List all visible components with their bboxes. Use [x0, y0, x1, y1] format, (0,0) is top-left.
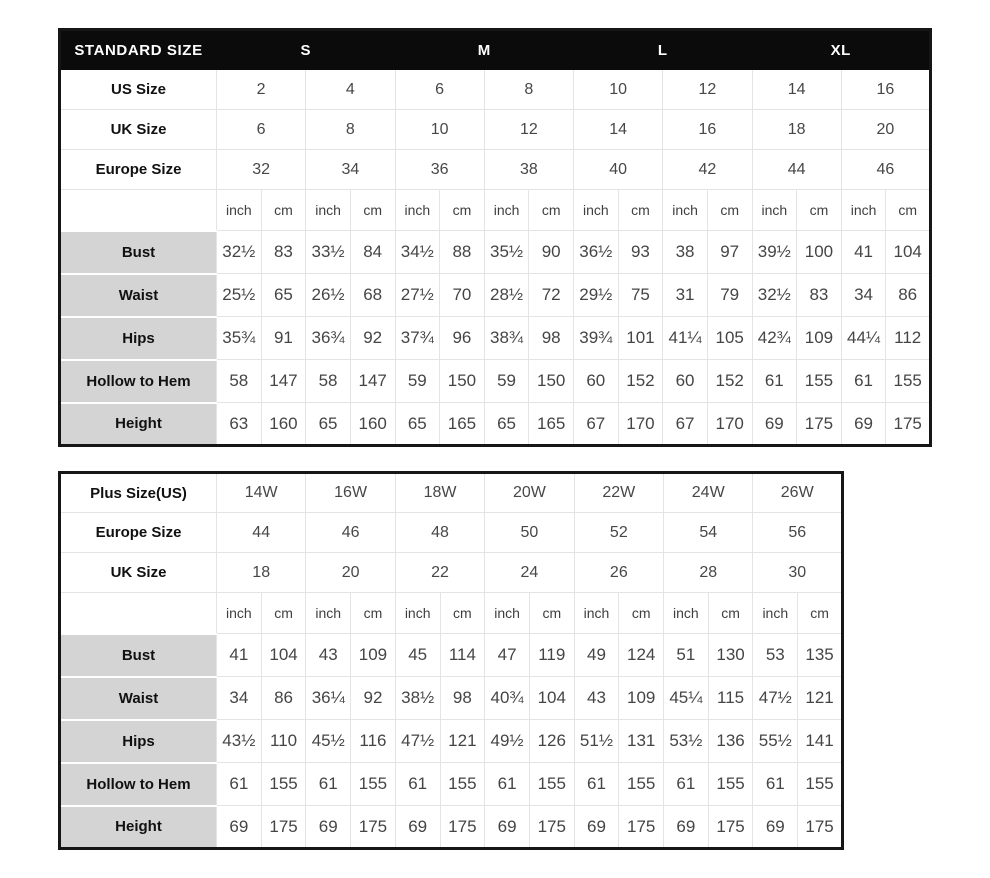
size-value: 50: [485, 513, 574, 553]
measure-value: 109: [619, 677, 664, 720]
measure-value: 60: [574, 360, 619, 403]
size-group-xl: XL: [752, 30, 931, 70]
unit-label-cm: cm: [618, 190, 663, 231]
size-value: 18W: [395, 473, 484, 513]
measure-value: 88: [440, 231, 485, 274]
measure-value: 53½: [664, 720, 709, 763]
unit-label-cm: cm: [708, 593, 753, 634]
size-value: 20: [841, 110, 930, 150]
measure-value: 65: [306, 403, 351, 446]
measure-value: 51½: [574, 720, 619, 763]
size-row-uk-size: [60, 553, 843, 593]
measure-value: 41: [841, 231, 886, 274]
measure-value: 36¼: [306, 677, 351, 720]
measure-value: 47: [485, 634, 530, 677]
measure-value: 47½: [395, 720, 440, 763]
measure-value: 37¾: [395, 317, 440, 360]
measure-value: 33½: [306, 231, 351, 274]
size-value: 18: [752, 110, 841, 150]
measure-value: 114: [440, 634, 485, 677]
measure-value: 155: [886, 360, 931, 403]
measure-value: 69: [664, 806, 709, 849]
measure-value: 36½: [574, 231, 619, 274]
measure-value: 155: [351, 763, 396, 806]
measure-row-height: [60, 806, 843, 849]
measure-value: 98: [529, 317, 574, 360]
size-row-uk-size: [60, 110, 931, 150]
measure-value: 35¾: [217, 317, 262, 360]
size-value: 36: [395, 150, 484, 190]
measure-value: 27½: [395, 274, 440, 317]
size-row-plus-size-us: [60, 473, 843, 513]
size-value: 44: [752, 150, 841, 190]
unit-row-blank: [60, 190, 217, 231]
measure-value: 65: [261, 274, 306, 317]
measure-row-hips: [60, 317, 931, 360]
measure-value: 100: [797, 231, 842, 274]
measure-value: 116: [351, 720, 396, 763]
measure-value: 34: [841, 274, 886, 317]
unit-label-cm: cm: [440, 593, 485, 634]
measure-value: 141: [798, 720, 843, 763]
unit-label-inch: inch: [485, 593, 530, 634]
measure-value: 175: [529, 806, 574, 849]
measure-value: 32½: [752, 274, 797, 317]
size-row-us-size: [60, 70, 931, 110]
measure-value: 175: [261, 806, 306, 849]
measure-value: 115: [708, 677, 753, 720]
measure-row-bust: [60, 231, 931, 274]
measure-value: 104: [529, 677, 574, 720]
size-value: 14W: [217, 473, 306, 513]
measure-value: 170: [618, 403, 663, 446]
measure-value: 83: [261, 231, 306, 274]
size-value: 46: [306, 513, 395, 553]
size-group-l: L: [574, 30, 753, 70]
size-value: 4: [306, 70, 395, 110]
measure-value: 61: [306, 763, 351, 806]
measure-value: 175: [440, 806, 485, 849]
size-value: 20: [306, 553, 395, 593]
unit-label-inch: inch: [306, 190, 351, 231]
size-value: 6: [217, 110, 306, 150]
measure-value: 58: [217, 360, 262, 403]
measure-value: 104: [261, 634, 306, 677]
measure-value: 105: [707, 317, 752, 360]
measure-value: 119: [529, 634, 574, 677]
measure-value: 43: [306, 634, 351, 677]
measure-value: 61: [574, 763, 619, 806]
unit-label-cm: cm: [261, 593, 306, 634]
measure-value: 40¾: [485, 677, 530, 720]
measure-value: 83: [797, 274, 842, 317]
measure-value: 67: [574, 403, 619, 446]
measure-value: 96: [440, 317, 485, 360]
measure-value: 69: [485, 806, 530, 849]
measure-value: 79: [707, 274, 752, 317]
measure-value: 53: [753, 634, 798, 677]
unit-label-inch: inch: [841, 190, 886, 231]
measure-value: 70: [440, 274, 485, 317]
unit-label-inch: inch: [217, 593, 262, 634]
unit-header-row: [60, 593, 843, 634]
unit-label-cm: cm: [350, 190, 395, 231]
measure-value: 160: [350, 403, 395, 446]
measure-value: 112: [886, 317, 931, 360]
measure-value: 69: [306, 806, 351, 849]
row-label-hips: Hips: [60, 317, 217, 360]
measure-value: 124: [619, 634, 664, 677]
measure-value: 155: [708, 763, 753, 806]
measure-value: 25½: [217, 274, 262, 317]
size-group-s: S: [217, 30, 396, 70]
measure-value: 150: [529, 360, 574, 403]
size-value: 14: [574, 110, 663, 150]
measure-value: 84: [350, 231, 395, 274]
measure-value: 69: [217, 806, 262, 849]
measure-value: 91: [261, 317, 306, 360]
unit-label-inch: inch: [664, 593, 709, 634]
unit-label-inch: inch: [395, 190, 440, 231]
measure-value: 61: [664, 763, 709, 806]
measure-value: 61: [217, 763, 262, 806]
size-value: 56: [753, 513, 843, 553]
measure-value: 97: [707, 231, 752, 274]
row-label-uk-size: UK Size: [60, 110, 217, 150]
measure-value: 175: [798, 806, 843, 849]
measure-value: 49: [574, 634, 619, 677]
unit-row-blank: [60, 593, 217, 634]
measure-value: 38½: [395, 677, 440, 720]
unit-label-cm: cm: [529, 593, 574, 634]
row-label-hollow-to-hem: Hollow to Hem: [60, 763, 217, 806]
row-label-uk-size: UK Size: [60, 553, 217, 593]
size-value: 20W: [485, 473, 574, 513]
unit-label-cm: cm: [797, 190, 842, 231]
row-label-waist: Waist: [60, 677, 217, 720]
measure-value: 65: [395, 403, 440, 446]
size-value: 2: [217, 70, 306, 110]
measure-value: 109: [797, 317, 842, 360]
size-value: 26: [574, 553, 663, 593]
measure-value: 121: [440, 720, 485, 763]
unit-label-cm: cm: [798, 593, 843, 634]
unit-label-inch: inch: [217, 190, 262, 231]
unit-label-inch: inch: [306, 593, 351, 634]
size-value: 48: [395, 513, 484, 553]
measure-value: 45½: [306, 720, 351, 763]
measure-value: 152: [618, 360, 663, 403]
measure-value: 32½: [217, 231, 262, 274]
size-value: 46: [841, 150, 930, 190]
measure-value: 28½: [484, 274, 529, 317]
measure-value: 136: [708, 720, 753, 763]
measure-value: 58: [306, 360, 351, 403]
measure-value: 160: [261, 403, 306, 446]
size-value: 8: [306, 110, 395, 150]
size-value: 10: [395, 110, 484, 150]
measure-value: 49½: [485, 720, 530, 763]
unit-label-cm: cm: [440, 190, 485, 231]
measure-value: 61: [753, 763, 798, 806]
row-label-europe-size: Europe Size: [60, 150, 217, 190]
size-value: 40: [574, 150, 663, 190]
measure-value: 29½: [574, 274, 619, 317]
measure-value: 72: [529, 274, 574, 317]
measure-value: 51: [664, 634, 709, 677]
measure-value: 126: [529, 720, 574, 763]
measure-row-height: [60, 403, 931, 446]
row-label-us-size: US Size: [60, 70, 217, 110]
measure-row-hollow-to-hem: [60, 360, 931, 403]
measure-value: 165: [529, 403, 574, 446]
measure-row-waist: [60, 677, 843, 720]
measure-value: 59: [484, 360, 529, 403]
measure-row-hollow-to-hem: [60, 763, 843, 806]
unit-label-cm: cm: [619, 593, 664, 634]
measure-value: 147: [261, 360, 306, 403]
measure-value: 38¾: [484, 317, 529, 360]
measure-value: 39½: [752, 231, 797, 274]
size-value: 12: [484, 110, 573, 150]
unit-label-inch: inch: [395, 593, 440, 634]
size-group-m: M: [395, 30, 574, 70]
measure-value: 175: [619, 806, 664, 849]
size-value: 14: [752, 70, 841, 110]
measure-value: 110: [261, 720, 306, 763]
row-label-hips: Hips: [60, 720, 217, 763]
size-value: 44: [217, 513, 306, 553]
measure-value: 45¼: [664, 677, 709, 720]
unit-header-row: [60, 190, 931, 231]
size-value: 10: [574, 70, 663, 110]
measure-value: 155: [529, 763, 574, 806]
measure-value: 175: [708, 806, 753, 849]
plus-size-table: [58, 471, 844, 850]
measure-value: 86: [886, 274, 931, 317]
measure-value: 61: [395, 763, 440, 806]
measure-value: 155: [440, 763, 485, 806]
size-value: 52: [574, 513, 663, 553]
measure-value: 93: [618, 231, 663, 274]
size-value: 16: [663, 110, 752, 150]
size-value: 8: [484, 70, 573, 110]
size-value: 6: [395, 70, 484, 110]
measure-value: 31: [663, 274, 708, 317]
measure-value: 109: [351, 634, 396, 677]
measure-value: 92: [351, 677, 396, 720]
measure-value: 152: [707, 360, 752, 403]
row-label-plus-size-us: Plus Size(US): [60, 473, 217, 513]
measure-value: 34: [217, 677, 262, 720]
measure-value: 26½: [306, 274, 351, 317]
measure-row-hips: [60, 720, 843, 763]
measure-value: 175: [797, 403, 842, 446]
measure-value: 175: [886, 403, 931, 446]
unit-label-inch: inch: [484, 190, 529, 231]
measure-value: 63: [217, 403, 262, 446]
size-value: 16: [841, 70, 930, 110]
measure-row-bust: [60, 634, 843, 677]
measure-value: 104: [886, 231, 931, 274]
unit-label-cm: cm: [529, 190, 574, 231]
size-row-europe-size: [60, 513, 843, 553]
measure-value: 175: [351, 806, 396, 849]
measure-value: 135: [798, 634, 843, 677]
unit-label-inch: inch: [663, 190, 708, 231]
row-label-waist: Waist: [60, 274, 217, 317]
size-row-europe-size: [60, 150, 931, 190]
measure-value: 55½: [753, 720, 798, 763]
measure-value: 155: [619, 763, 664, 806]
size-value: 22W: [574, 473, 663, 513]
row-label-europe-size: Europe Size: [60, 513, 217, 553]
measure-value: 170: [707, 403, 752, 446]
measure-value: 155: [797, 360, 842, 403]
size-value: 26W: [753, 473, 843, 513]
measure-value: 155: [798, 763, 843, 806]
measure-value: 98: [440, 677, 485, 720]
measure-value: 59: [395, 360, 440, 403]
measure-value: 61: [752, 360, 797, 403]
unit-label-inch: inch: [753, 593, 798, 634]
size-value: 34: [306, 150, 395, 190]
measure-value: 130: [708, 634, 753, 677]
size-value: 12: [663, 70, 752, 110]
unit-label-cm: cm: [707, 190, 752, 231]
measure-value: 36¾: [306, 317, 351, 360]
measure-value: 44¼: [841, 317, 886, 360]
measure-value: 39¾: [574, 317, 619, 360]
measure-value: 34½: [395, 231, 440, 274]
measure-value: 61: [841, 360, 886, 403]
unit-label-inch: inch: [574, 190, 619, 231]
measure-value: 92: [350, 317, 395, 360]
measure-value: 101: [618, 317, 663, 360]
size-value: 18: [217, 553, 306, 593]
size-value: 30: [753, 553, 843, 593]
size-value: 16W: [306, 473, 395, 513]
measure-value: 155: [261, 763, 306, 806]
measure-value: 75: [618, 274, 663, 317]
table-header-row: [60, 30, 931, 70]
measure-value: 69: [574, 806, 619, 849]
measure-value: 61: [485, 763, 530, 806]
unit-label-cm: cm: [886, 190, 931, 231]
measure-value: 147: [350, 360, 395, 403]
row-label-bust: Bust: [60, 634, 217, 677]
row-label-hollow-to-hem: Hollow to Hem: [60, 360, 217, 403]
measure-value: 43½: [217, 720, 262, 763]
size-value: 32: [217, 150, 306, 190]
measure-row-waist: [60, 274, 931, 317]
size-value: 24: [485, 553, 574, 593]
measure-value: 41: [217, 634, 262, 677]
measure-value: 41¼: [663, 317, 708, 360]
row-label-height: Height: [60, 403, 217, 446]
measure-value: 35½: [484, 231, 529, 274]
measure-value: 69: [752, 403, 797, 446]
size-value: 24W: [664, 473, 753, 513]
measure-value: 90: [529, 231, 574, 274]
measure-value: 121: [798, 677, 843, 720]
size-value: 42: [663, 150, 752, 190]
row-label-bust: Bust: [60, 231, 217, 274]
measure-value: 60: [663, 360, 708, 403]
unit-label-cm: cm: [351, 593, 396, 634]
measure-value: 43: [574, 677, 619, 720]
measure-value: 69: [841, 403, 886, 446]
measure-value: 45: [395, 634, 440, 677]
unit-label-inch: inch: [574, 593, 619, 634]
measure-value: 38: [663, 231, 708, 274]
size-value: 22: [395, 553, 484, 593]
size-value: 28: [664, 553, 753, 593]
measure-value: 67: [663, 403, 708, 446]
size-value: 54: [664, 513, 753, 553]
measure-value: 65: [484, 403, 529, 446]
measure-value: 86: [261, 677, 306, 720]
measure-value: 68: [350, 274, 395, 317]
row-label-height: Height: [60, 806, 217, 849]
measure-value: 47½: [753, 677, 798, 720]
measure-value: 42¾: [752, 317, 797, 360]
standard-size-table: [58, 28, 932, 447]
measure-value: 150: [440, 360, 485, 403]
measure-value: 69: [753, 806, 798, 849]
measure-value: 165: [440, 403, 485, 446]
measure-value: 69: [395, 806, 440, 849]
size-value: 38: [484, 150, 573, 190]
unit-label-cm: cm: [261, 190, 306, 231]
measure-value: 131: [619, 720, 664, 763]
unit-label-inch: inch: [752, 190, 797, 231]
table-title: STANDARD SIZE: [60, 30, 217, 70]
